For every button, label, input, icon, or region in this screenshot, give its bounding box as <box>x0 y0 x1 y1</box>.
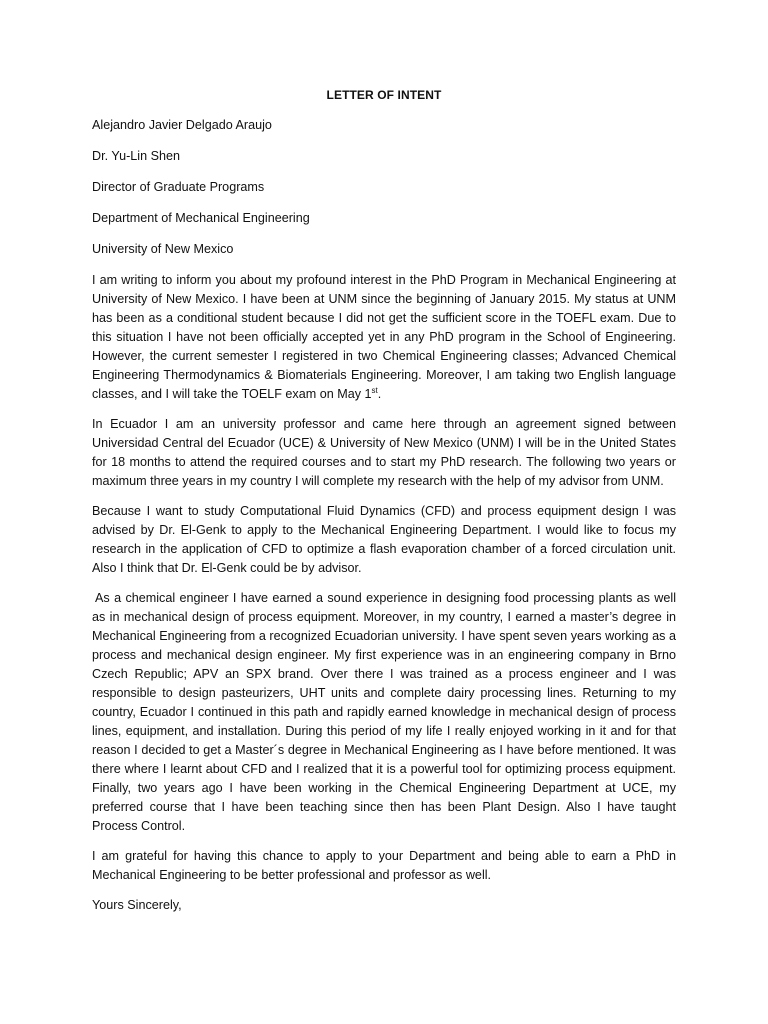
letter-body <box>92 116 676 915</box>
date-ordinal-suffix: st <box>371 385 378 395</box>
letter-title: LETTER OF INTENT <box>326 88 442 102</box>
paragraph-interest <box>92 271 676 404</box>
recipient-name: Dr. Yu-Lin Shen <box>92 149 180 163</box>
paragraph-interest-text: I am writing to inform you about my profound interest in the PhD Program in Mechanical Engineering at University of New Mexico. I have been at UNM since the beginning of January 2015. My status at UNM has been as a conditional student because I did not get the sufficient score in the TOEFL exam. Due to this situation I have not been officially accepted yet in any PhD program in the School of Engineering. However, the current semester I registered in two Chemical Engineering classes; Advanced Chemical Engineering Thermodynamics & Biomaterials Engineering. Moreover, I am taking two English language classes, and I will take the TOELF exam on May 1 <box>92 273 676 401</box>
recipient-position: Director of Graduate Programs <box>92 180 265 194</box>
paragraph-gratitude: I am grateful for having this chance to apply to your Department and being able to earn a PhD in Mechanical Engineering to be better professional and professor as well. <box>92 849 676 882</box>
paragraph-research-focus: Because I want to study Computational Fluid Dynamics (CFD) and process equipment design I was advised by Dr. El-Genk to apply to the Mechanical Engineering Department. I would like to focus my research in the application of CFD to optimize a flash evaporation chamber of a forced circulation unit. Also I think that Dr. El-Genk could be by advisor. <box>92 504 676 575</box>
closing-salutation: Yours Sincerely, <box>92 898 182 912</box>
recipient-department: Department of Mechanical Engineering <box>92 211 310 225</box>
recipient-university: University of New Mexico <box>92 242 234 256</box>
sender-name: Alejandro Javier Delgado Araujo <box>92 118 272 132</box>
paragraph-ecuador: In Ecuador I am an university professor and came here through an agreement signed between Universidad Central del Ecuador (UCE) & University of New Mexico (UNM) I will be in the United States for 18 months to attend the required courses and to start my PhD research. The following two years or maximum three years in my country I will complete my research with the help of my advisor from UNM. <box>92 417 676 488</box>
paragraph-experience: As a chemical engineer I have earned a sound experience in designing food processing plants as well as in mechanical design of process equipment. Moreover, in my country, I earned a master’s degree in Mechanical Engineering from a recognized Ecuadorian university. I have spent seven years working as a process and mechanical design engineer. My first experience was in an engineering company in Brno Czech Republic; APV an SPX brand. Over there I was trained as a process engineer and I was responsible to design pasteurizers, UHT units and complete dairy processing lines. Returning to my country, Ecuador I continued in this path and rapidly earned knowledge in mechanical design of process lines, equipment, and installation. During this period of my life I really enjoyed working in it and for that reason I decided to get a Master´s degree in Mechanical Engineering as I have before mentioned. It was there where I learnt about CFD and I realized that it is a powerful tool for optimizing process equipment. Finally, two years ago I have been working in the Chemical Engineering Department at UCE, my preferred course that I have been teaching since then has been Plant Design. Also I have taught Process Control. <box>92 591 676 833</box>
paragraph-interest-end: . <box>377 387 382 401</box>
